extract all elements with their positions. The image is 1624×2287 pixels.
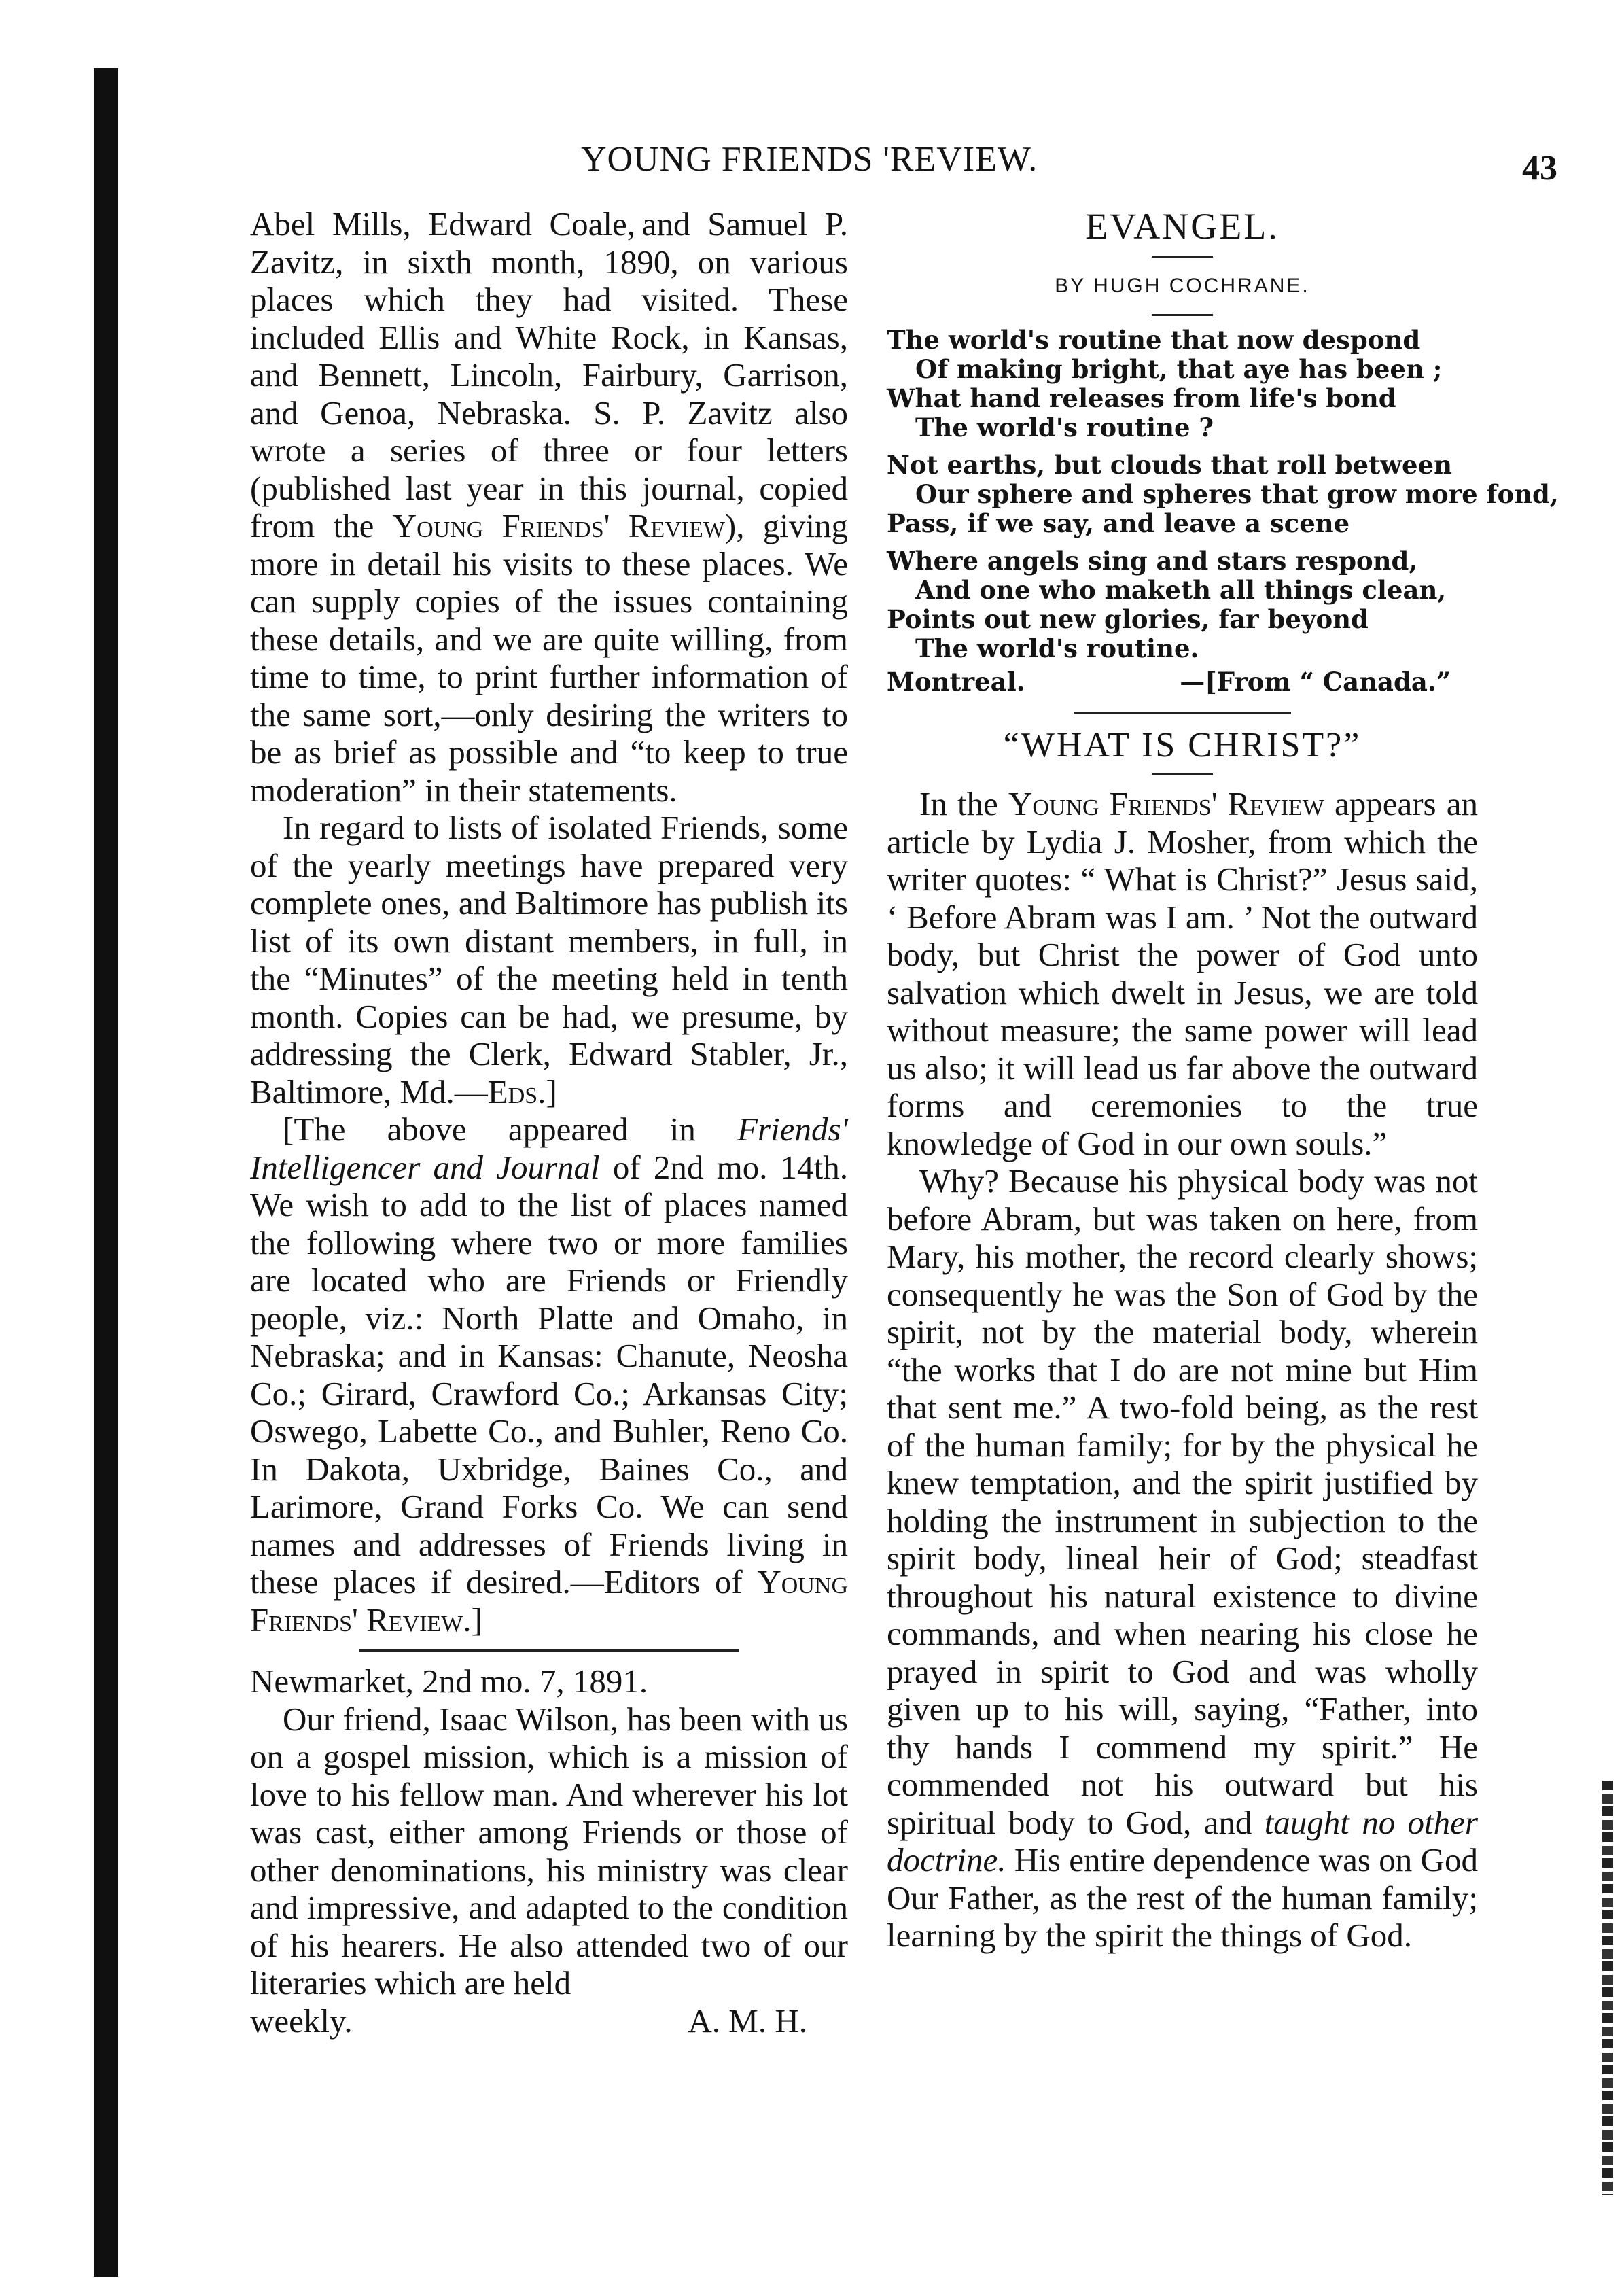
title-rule [1152, 773, 1213, 775]
title-rule [1152, 256, 1213, 258]
paragraph: Why? Because his physical body was not before Abram, but was taken on here, from Mary, his mother, the record clearly shows; consequently he was the Son of God by the spirit, not by the material body, wherein “the works that I do are not mine but Him that sent me.” A two-fold being, as the rest of the human family; for by the physical he knew temptation, and the spirit justified by holding the instrument in subjection to the spirit body, lineal heir of God; steadfast throughout his natural existence to divine commands, and when nearing his close he prayed in spirit to God and was wholly given up to his will, saying, “Father, into thy hands I commend my spirit.” He commended not his outward but his spiritual body to God, and taught no other doctrine. His entire dependence was on God Our Father, as the rest of the human family; learning by the spirit the things of God. [887, 1162, 1478, 1954]
poem-title: EVANGEL. [1085, 206, 1279, 247]
poem-stanza: The world's routine that now despond Of making bright, that aye has been ; What hand releases from life's bond The world's routine ? [887, 325, 1443, 442]
paragraph: Our friend, Isaac Wilson, has been with us on a gospel mission, which is a mission of love to his fellow man. And wherever his lot was cast, either among Friends or those of other denominations, his ministry was clear and impressive, and adapted to the condition of his hearers. He also attended two of our literaries which are held [250, 1700, 848, 2002]
dateline: Newmarket, 2nd mo. 7, 1891. [250, 1662, 648, 1700]
page-edge-mark [1602, 1781, 1613, 2195]
running-header: YOUNG FRIENDS 'REVIEW. [581, 140, 1038, 179]
signature: A. M. H. [688, 2002, 807, 2040]
left-column [250, 205, 848, 2040]
paragraph: Abel Mills, Edward Coale, and Samuel P. Zavitz, in sixth month, 1890, on various places which they had visited. These included Ellis and White Rock, in Kansas, and Bennett, Lincoln, Fairbury, Garrison, and Genoa, Nebraska. S. P. Zavitz also wrote a series of three or four letters (published last year in this journal, copied from the Young Friends' Review), giving more in detail his visits to these places. We can supply copies of the issues containing these details, and we are quite willing, from time to time, to print further information of the same sort,—only desiring the writers to be as brief as possible and “to keep to true moderation” in their statements. [250, 205, 849, 809]
editor-note: [The above appeared in Friends' Intelligencer and Journal of 2nd mo. 14th. We wish to add to the list of places named the following where two or more families are located who are Friends or Friendly people, viz.: North Platte and Omaho, in Nebraska; and in Kansas: Chanute, Neosha Co.; Girard, Crawford Co.; Arkansas City; Oswego, Labette Co., and Buhler, Reno Co. In Dakota, Uxbridge, Baines Co., and Larimore, Grand Forks Co. We can send names and addresses of Friends living in these places if desired.—Editors of Young Friends' Review.] [250, 1111, 848, 1639]
paragraph: In regard to lists of isolated Friends, some of the yearly meetings have prepared very complete ones, and Baltimore has publish its list of its own distant members, in full, in the “Minutes” of the meeting held in tenth month. Copies can be had, we presume, by addressing the Clerk, Edward Stabler, Jr., Baltimore, Md.—Eds.] [250, 809, 848, 1111]
paragraph: In the Young Friends' Review appears an article by Lydia J. Mosher, from which the writer quotes: “ What is Christ?” Jesus said, ‘ Before Abram was I am. ’ Not the outward body, but Christ the power of God unto salvation which dwelt in Jesus, we are told without measure; the same power will lead us also; it will lead us far above the outward forms and ceremonies to the true knowledge of God in our own souls.” [887, 785, 1478, 1162]
article-title: “WHAT IS CHRIST?” [1003, 725, 1362, 765]
signature-line: weekly. A. M. H. [250, 2002, 807, 2040]
poem-byline: BY HUGH COCHRANE. [1055, 274, 1310, 297]
binding-shadow [94, 68, 118, 2277]
poem-stanza: Where angels sing and stars respond, And one who maketh all things clean, Points out new glories, far beyond The world's routine. [887, 546, 1447, 663]
page-number: 43 [1522, 149, 1557, 188]
section-rule [1074, 712, 1291, 714]
section-rule [359, 1649, 739, 1652]
poem-stanza: Not earths, but clouds that roll between Our sphere and spheres that grow more fond, Pass, if we say, and leave a scene [887, 450, 1559, 538]
right-column [887, 205, 1559, 1955]
title-rule [1152, 314, 1213, 316]
poem-attribution: Montreal. —[From “ Canada.” [887, 667, 1451, 697]
